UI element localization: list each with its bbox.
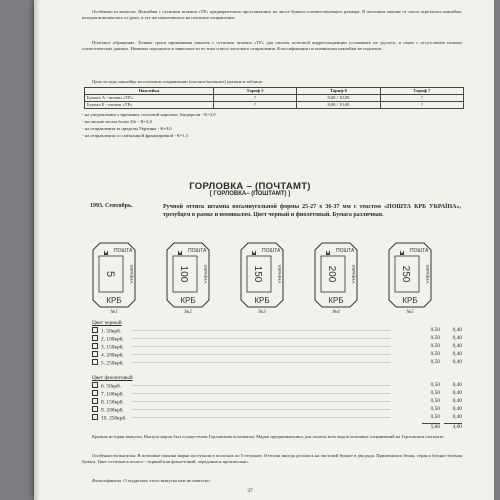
- tariff-table-header: [85, 88, 464, 95]
- price-mint: 0,50: [430, 398, 440, 404]
- stamp-label: №5: [406, 310, 414, 315]
- catalog-item: 2. 100крб.: [101, 336, 124, 343]
- dot-leader: ................................................................................................................................................................................................: [132, 414, 391, 420]
- octagonal-stamp-impression: [238, 240, 286, 310]
- trident-icon: [326, 250, 330, 255]
- catalog-row: [92, 414, 462, 421]
- checkbox-icon: [92, 398, 98, 404]
- stamp-side-text: УКРАЇНА: [425, 264, 430, 284]
- tariff-header-cell: Тариф 7: [380, 88, 463, 95]
- table-caption: Цена за одну наклейку на почтовом отправлении (частное/казенное) указана в таблице:: [92, 79, 264, 84]
- tariff-table-row: [85, 95, 464, 102]
- stamp-value: 150: [252, 265, 263, 283]
- price-used: 0,40: [452, 359, 462, 365]
- stamp-bottom-text: КРБ: [180, 296, 196, 305]
- stamp-bottom-text: КРБ: [106, 296, 122, 305]
- catalog-item: 3. 150крб.: [101, 344, 124, 351]
- intro-paragraph-postal-circulation: Почтовое обращение. Точные сроки применения наклеек с оттиском штампа «ТР» для оплаты почтовой корреспонденции установить не удалось, в связи с отсутствием полных статистических данных. Номинал порожался в зависимости от типа и веса почтового отправления. Классификации по номиналам наклейки не подлежат.: [82, 40, 462, 52]
- catalog-item: 9. 200крб.: [101, 407, 124, 414]
- stamp-top-text: ПОШТА: [188, 248, 207, 254]
- stamp-label: №1: [110, 310, 118, 315]
- price-mint: 0,50: [430, 327, 440, 333]
- tariff-header-cell: Тариф 6: [297, 88, 380, 95]
- tariff-cell: ?: [213, 95, 296, 102]
- catalog-item: 7. 100крб.: [101, 391, 124, 398]
- price-used: 0,40: [452, 398, 462, 404]
- black-color-heading: Цвет черный: [92, 320, 122, 326]
- intro-paragraph-issue-features: Особенности выпуска. Наклейки с оттиском штампа «ТР» предварительно проставлялись на листе бумаги соответствующего размера. В почтовом окошке от листа отрезалась наклейка, которая вписывалась от руки, и тут же наклеивалась на почтовое отправление.: [82, 9, 462, 21]
- catalog-row: [92, 351, 462, 358]
- stamp-value: 200: [326, 265, 337, 283]
- price-mint: 0,50: [430, 390, 440, 396]
- stamp-top-text: ПОШТА: [336, 248, 355, 254]
- checkbox-icon: [92, 351, 98, 357]
- catalog-row: [92, 327, 462, 334]
- checkbox-icon: [92, 406, 98, 412]
- stamp-bottom-text: КРБ: [328, 296, 344, 305]
- octagonal-stamp-impression: [386, 240, 434, 310]
- issue-description: Ручной оттиск штампа восьмиугольной формы 25-27 х 36-37 мм с текстом «ПОШТА КРБ УКРАЇНА», трезубцем в рамке и номиналом. Цвет черный и фиолетовый. Бумага различная.: [163, 204, 461, 219]
- stamp-side-text: УКРАЇНА: [277, 264, 282, 284]
- checkbox-icon: [92, 335, 98, 341]
- price-mint: 0,50: [430, 382, 440, 388]
- price-mint: 0,50: [430, 335, 440, 341]
- price-used: 0,40: [452, 382, 462, 388]
- checkbox-icon: [92, 359, 98, 365]
- dot-leader: ................................................................................................................................................................................................: [132, 406, 391, 412]
- dot-leader: ................................................................................................................................................................................................: [132, 343, 391, 349]
- forgeries-paragraph: Фальсификаты. О подделках этого выпуска нам не известно.: [92, 478, 211, 483]
- section-title: ГОРЛОВКА – (ПОЧТАМТ): [189, 181, 311, 192]
- stamp-illustrations: [84, 240, 454, 320]
- stamp-bottom-text: КРБ: [254, 296, 270, 305]
- checkbox-icon: [92, 343, 98, 349]
- stamp-top-text: ПОШТА: [410, 248, 429, 254]
- catalog-row: [92, 390, 462, 397]
- catalog-item: 6. 50крб.: [101, 383, 122, 390]
- catalog-item: 1. 50крб.: [101, 328, 122, 335]
- octagonal-stamp-impression: [90, 240, 138, 310]
- catalog-total-row: [92, 423, 462, 430]
- dot-leader: ................................................................................................................................................................................................: [132, 327, 391, 333]
- price-mint: 0,50: [430, 406, 440, 412]
- section-subtitle: [ ГОРЛОВКА– (ПОШТАМТ) ]: [209, 191, 291, 197]
- catalog-item: 4. 200крб.: [101, 352, 124, 359]
- catalog-row: [92, 343, 462, 350]
- stamp-label: №4: [332, 310, 340, 315]
- tariff-cell: ?: [380, 95, 463, 102]
- stamp-value: 5: [104, 270, 116, 278]
- page-spine: [34, 0, 40, 500]
- total-mint: 5,00: [422, 423, 440, 431]
- catalog-item: 10. 250крб.: [101, 415, 127, 422]
- stamp-label: №3: [258, 310, 266, 315]
- stamp-value: 250: [400, 265, 411, 283]
- stamp-bottom-text: КРБ: [402, 296, 418, 305]
- tariff-cell: Бумага А - штамп «ТР»: [85, 95, 214, 102]
- catalog-row: [92, 382, 462, 389]
- catalog-row: [92, 359, 462, 366]
- catalog-item: 5. 250крб.: [101, 360, 124, 367]
- price-used: 0,40: [452, 335, 462, 341]
- price-used: 0,40: [452, 327, 462, 333]
- tariff-cell: 8,00 / 10,00: [297, 95, 380, 102]
- checkbox-icon: [92, 414, 98, 420]
- price-used: 0,40: [452, 414, 462, 420]
- price-used: 0,40: [452, 343, 462, 349]
- trident-icon: [104, 250, 108, 255]
- note-line: - на письме весом более 20г - К=2,0: [82, 119, 152, 124]
- page-number: 37: [247, 488, 253, 494]
- octagonal-stamp-impression: [312, 240, 360, 310]
- features-paragraph: Особенности выпуска. В почтовые окошки марки поступали в полосках по 5 оттисков. Оттиски иногда делались на листовой бумаге в два ряда. Применялась белая, серая и бледно-зеленая бумага. Цвет оттисков в полосе - черный или фиолетовый, чередовался произвольно.: [82, 453, 462, 465]
- dot-leader: ................................................................................................................................................................................................: [132, 351, 391, 357]
- price-mint: 0,50: [430, 351, 440, 357]
- price-mint: 0,50: [430, 414, 440, 420]
- price-used: 0,40: [452, 406, 462, 412]
- tariff-cell: ?: [380, 102, 463, 109]
- history-paragraph: Краткая история выпуска. Выпуск марок был осуществлен Горловским почтамтом. Марки предназначались для оплаты всех видов почтовых отправлений на Горловском почтамте.: [92, 434, 445, 439]
- catalog-row: [92, 335, 462, 342]
- stamp-side-text: УКРАЇНА: [129, 264, 134, 284]
- tariff-cell: ?: [213, 102, 296, 109]
- tariff-header-cell: Наклейка: [85, 88, 214, 95]
- tariff-cell: Бумага Б - штамп «ТР»: [85, 102, 214, 109]
- stamp-side-text: УКРАЇНА: [203, 264, 208, 284]
- dot-leader: ................................................................................................................................................................................................: [132, 390, 391, 396]
- price-used: 0,40: [452, 351, 462, 357]
- note-line: - на отправлении за пределы Украины - К=3,0: [82, 126, 172, 131]
- issue-date: 1993. Сентябрь.: [90, 203, 133, 209]
- checkbox-icon: [92, 327, 98, 333]
- tariff-header-cell: Тариф 5: [213, 88, 296, 95]
- stamp-top-text: ПОШТА: [114, 248, 133, 254]
- tariff-table-row: [85, 102, 464, 109]
- tariff-cell: 8,00 / 10,00: [297, 102, 380, 109]
- trident-icon: [400, 250, 404, 255]
- catalog-row: [92, 406, 462, 413]
- stamp-side-text: УКРАЇНА: [351, 264, 356, 284]
- catalog-item: 8. 150крб.: [101, 399, 124, 406]
- catalog-row: [92, 398, 462, 405]
- trident-icon: [252, 250, 256, 255]
- octagonal-stamp-impression: [164, 240, 212, 310]
- dot-leader: ................................................................................................................................................................................................: [132, 359, 391, 365]
- price-mint: 0,50: [430, 359, 440, 365]
- stamp-top-text: ПОШТА: [262, 248, 281, 254]
- dot-leader: ................................................................................................................................................................................................: [132, 398, 391, 404]
- price-mint: 0,50: [430, 343, 440, 349]
- note-line: - на уведомлении о вручении, почтовой карточке, бандероли - К=3,0: [82, 112, 216, 117]
- tariff-table: [84, 87, 464, 109]
- dot-leader: ................................................................................................................................................................................................: [132, 382, 391, 388]
- trident-icon: [178, 250, 182, 255]
- stamp-label: №2: [184, 310, 192, 315]
- note-line: - на отправлении со смешанной франкировкой - К=1,5: [82, 133, 189, 138]
- price-used: 0,40: [452, 390, 462, 396]
- total-used: 4,00: [444, 423, 462, 431]
- checkbox-icon: [92, 382, 98, 388]
- checkbox-icon: [92, 390, 98, 396]
- dot-leader: ................................................................................................................................................................................................: [132, 335, 391, 341]
- violet-color-heading: Цвет фиолетовый: [92, 375, 133, 381]
- stamp-value: 100: [178, 265, 189, 283]
